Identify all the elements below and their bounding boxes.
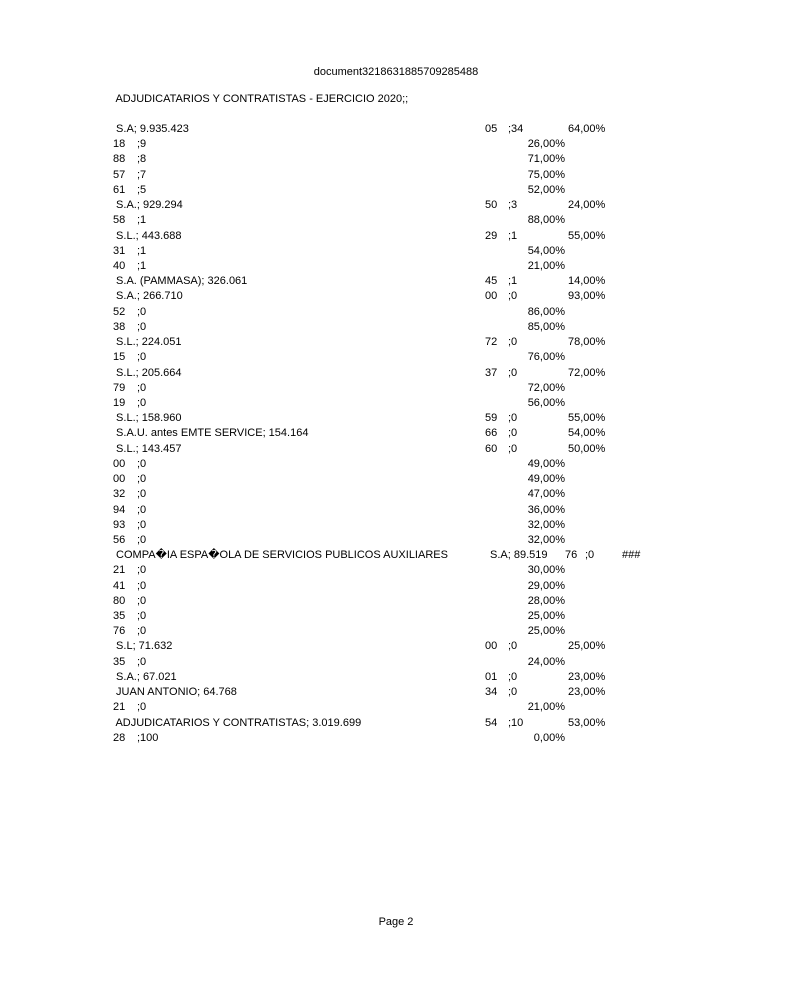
cell-p1: 72,00% <box>527 381 565 394</box>
cell-p2: 55,00% <box>568 229 606 242</box>
cell-a: 35 <box>113 655 126 668</box>
table-row <box>0 138 792 153</box>
cell-b: 29 <box>485 229 498 242</box>
cell-p1: 56,00% <box>527 396 565 409</box>
table-row <box>0 230 792 245</box>
cell-a: 21 <box>113 564 126 577</box>
cell-p1: 75,00% <box>527 168 565 181</box>
table-row <box>0 640 792 655</box>
cell-p2: 23,00% <box>568 670 606 683</box>
table-row <box>0 473 792 488</box>
cell-bv: ;1 <box>508 275 518 288</box>
cell-a: 93 <box>113 518 126 531</box>
cell-p1: 49,00% <box>527 473 565 486</box>
cell-b: 60 <box>485 442 498 455</box>
cell-name: S.L.; 143.457 <box>113 442 182 455</box>
table-row <box>0 351 792 366</box>
cell-av: ;0 <box>137 473 147 486</box>
cell-a: 76 <box>113 625 126 638</box>
cell-av: ;0 <box>137 533 147 546</box>
cell-p1: 26,00% <box>527 138 565 151</box>
cell-bv: ;0 <box>508 412 518 425</box>
cell-a: 35 <box>113 610 126 623</box>
cell-b: 05 <box>485 123 498 135</box>
cell-name: S.L.; 158.960 <box>113 412 182 425</box>
cell-p1: 24,00% <box>527 655 565 668</box>
cell-b: 34 <box>485 686 498 699</box>
cell-b: 00 <box>485 290 498 303</box>
cell-p2: 54,00% <box>568 427 606 440</box>
table-row <box>0 671 792 686</box>
cell-name: S.L.; 224.051 <box>113 336 182 349</box>
cell-av: ;0 <box>137 351 147 364</box>
cell-a: 80 <box>113 594 126 607</box>
cell-bv2: ;0 <box>585 549 595 562</box>
table-row <box>0 732 792 747</box>
cell-name: S.L.; 443.688 <box>113 229 182 242</box>
cell-b: 00 <box>485 640 498 653</box>
cell-name: S.A.; 67.021 <box>113 670 177 683</box>
cell-av: ;0 <box>137 564 147 577</box>
cell-a: 00 <box>113 457 126 470</box>
table-row <box>0 153 792 168</box>
cell-av: ;100 <box>137 731 159 744</box>
cell-bv: ;0 <box>508 640 518 653</box>
cell-name: JUAN ANTONIO; 64.768 <box>113 686 237 699</box>
cell-name: S.L.; 205.664 <box>113 366 182 379</box>
cell-a: 19 <box>113 396 126 409</box>
cell-bv: ;0 <box>508 670 518 683</box>
cell-av: ;0 <box>137 610 147 623</box>
table-row <box>0 580 792 595</box>
cell-hash: ### <box>622 549 641 562</box>
cell-av: ;0 <box>137 488 147 501</box>
cell-a: 88 <box>113 153 126 166</box>
cell-p1: 28,00% <box>527 594 565 607</box>
cell-p1: 52,00% <box>527 183 565 196</box>
cell-av: ;0 <box>137 625 147 638</box>
table-row <box>0 260 792 275</box>
cell-p1: 25,00% <box>527 610 565 623</box>
table-row <box>0 214 792 229</box>
table-row <box>0 412 792 427</box>
cell-p2: 55,00% <box>568 412 606 425</box>
cell-name: COMPA�IA ESPA�OLA DE SERVICIOS PUBLICOS AUXILIARES <box>113 549 448 562</box>
table-row <box>0 686 792 701</box>
table-row <box>0 397 792 412</box>
cell-a: 31 <box>113 244 126 257</box>
cell-p1: 76,00% <box>527 351 565 364</box>
cell-p1: 0,00% <box>533 731 565 744</box>
table-row <box>0 458 792 473</box>
cell-p1: 21,00% <box>527 259 565 272</box>
cell-bv: ;0 <box>508 336 518 349</box>
cell-p1: 30,00% <box>527 564 565 577</box>
table-row <box>0 504 792 519</box>
cell-a: 40 <box>113 259 126 272</box>
table-row <box>0 443 792 458</box>
cell-av: ;0 <box>137 701 147 714</box>
cell-p1: 86,00% <box>527 305 565 318</box>
cell-p1: 54,00% <box>527 244 565 257</box>
table-row <box>0 701 792 716</box>
document-id: document3218631885709285488 <box>313 66 479 78</box>
cell-bv: ;0 <box>508 366 518 379</box>
cell-p1: 49,00% <box>527 457 565 470</box>
cell-b: 72 <box>485 336 498 349</box>
page-number: Page 2 <box>378 916 414 928</box>
table-row <box>0 306 792 321</box>
cell-p2: 23,00% <box>568 686 606 699</box>
cell-av: ;0 <box>137 594 147 607</box>
table-row <box>0 123 792 138</box>
cell-a: 41 <box>113 579 126 592</box>
cell-av: ;0 <box>137 518 147 531</box>
cell-name: S.L; 71.632 <box>113 640 173 653</box>
cell-av: ;0 <box>137 503 147 516</box>
cell-b: 37 <box>485 366 498 379</box>
table-row <box>0 336 792 351</box>
cell-p2: 25,00% <box>568 640 606 653</box>
cell-p2: 24,00% <box>568 199 606 212</box>
cell-a: 21 <box>113 701 126 714</box>
table-row <box>0 564 792 579</box>
table-row <box>0 625 792 640</box>
cell-a: 57 <box>113 168 126 181</box>
cell-p2: 93,00% <box>568 290 606 303</box>
cell-av: ;0 <box>137 305 147 318</box>
cell-a: 28 <box>113 731 126 744</box>
cell-av: ;0 <box>137 655 147 668</box>
cell-p1: 47,00% <box>527 488 565 501</box>
cell-bv: ;0 <box>508 442 518 455</box>
cell-a: 15 <box>113 351 126 364</box>
table-row <box>0 610 792 625</box>
cell-av: ;0 <box>137 579 147 592</box>
table-row <box>0 549 792 564</box>
cell-av: ;5 <box>137 183 147 196</box>
cell-a: 18 <box>113 138 126 151</box>
cell-bv: ;0 <box>508 290 518 303</box>
cell-p1: 32,00% <box>527 518 565 531</box>
table-row <box>0 321 792 336</box>
cell-av: ;1 <box>137 259 147 272</box>
cell-bv: ;0 <box>508 427 518 440</box>
cell-p1: 32,00% <box>527 533 565 546</box>
cell-p1: 29,00% <box>527 579 565 592</box>
table-row <box>0 199 792 214</box>
cell-name: S.A.; 929.294 <box>113 199 183 212</box>
cell-p1: 25,00% <box>527 625 565 638</box>
cell-name: ADJUDICATARIOS Y CONTRATISTAS; 3.019.699 <box>113 716 362 729</box>
table-row <box>0 519 792 534</box>
cell-av: ;1 <box>137 214 147 227</box>
cell-av: ;7 <box>137 168 147 181</box>
cell-bv: ;3 <box>508 199 518 212</box>
cell-b: 01 <box>485 670 498 683</box>
cell-b: 45 <box>485 275 498 288</box>
cell-b: 50 <box>485 199 498 212</box>
cell-p1: 36,00% <box>527 503 565 516</box>
cell-a: 58 <box>113 214 126 227</box>
cell-sa: S.A; 89.519 <box>490 549 548 562</box>
cell-p1: 71,00% <box>527 153 565 166</box>
cell-bv: ;10 <box>508 716 524 729</box>
cell-a: 00 <box>113 473 126 486</box>
cell-p2: 64,00% <box>568 123 606 135</box>
cell-bv: ;34 <box>508 123 524 135</box>
cell-p2: 78,00% <box>568 336 606 349</box>
cell-b: 54 <box>485 716 498 729</box>
cell-b: 59 <box>485 412 498 425</box>
cell-p2: 53,00% <box>568 716 606 729</box>
cell-b: 66 <box>485 427 498 440</box>
cell-p1: 21,00% <box>527 701 565 714</box>
table-row <box>0 382 792 397</box>
table-row <box>0 717 792 732</box>
cell-av: ;0 <box>137 457 147 470</box>
table-row <box>0 367 792 382</box>
cell-a: 79 <box>113 381 126 394</box>
cell-a: 52 <box>113 305 126 318</box>
table-row <box>0 275 792 290</box>
cell-p1: 88,00% <box>527 214 565 227</box>
cell-a: 32 <box>113 488 126 501</box>
table-row <box>0 534 792 549</box>
report-title: ADJUDICATARIOS Y CONTRATISTAS - EJERCICIO 2020;; <box>113 93 409 105</box>
cell-b2: 76 <box>565 549 578 562</box>
table-row <box>0 488 792 503</box>
cell-av: ;9 <box>137 138 147 151</box>
cell-av: ;1 <box>137 244 147 257</box>
cell-a: 38 <box>113 320 126 333</box>
cell-av: ;8 <box>137 153 147 166</box>
table-row <box>0 290 792 305</box>
cell-av: ;0 <box>137 381 147 394</box>
cell-av: ;0 <box>137 320 147 333</box>
cell-name: S.A. (PAMMASA); 326.061 <box>113 275 248 288</box>
cell-bv: ;1 <box>508 229 518 242</box>
cell-a: 56 <box>113 533 126 546</box>
table-row <box>0 184 792 199</box>
cell-p2: 14,00% <box>568 275 606 288</box>
cell-name: S.A; 9.935.423 <box>113 123 189 135</box>
cell-a: 61 <box>113 183 126 196</box>
table-row <box>0 656 792 671</box>
cell-p1: 85,00% <box>527 320 565 333</box>
cell-p2: 72,00% <box>568 366 606 379</box>
table-row <box>0 595 792 610</box>
table-row <box>0 169 792 184</box>
table-row <box>0 427 792 442</box>
cell-name: S.A.U. antes EMTE SERVICE; 154.164 <box>113 427 309 440</box>
cell-av: ;0 <box>137 396 147 409</box>
table-row <box>0 245 792 260</box>
cell-bv: ;0 <box>508 686 518 699</box>
cell-a: 94 <box>113 503 126 516</box>
cell-p2: 50,00% <box>568 442 606 455</box>
cell-name: S.A.; 266.710 <box>113 290 183 303</box>
